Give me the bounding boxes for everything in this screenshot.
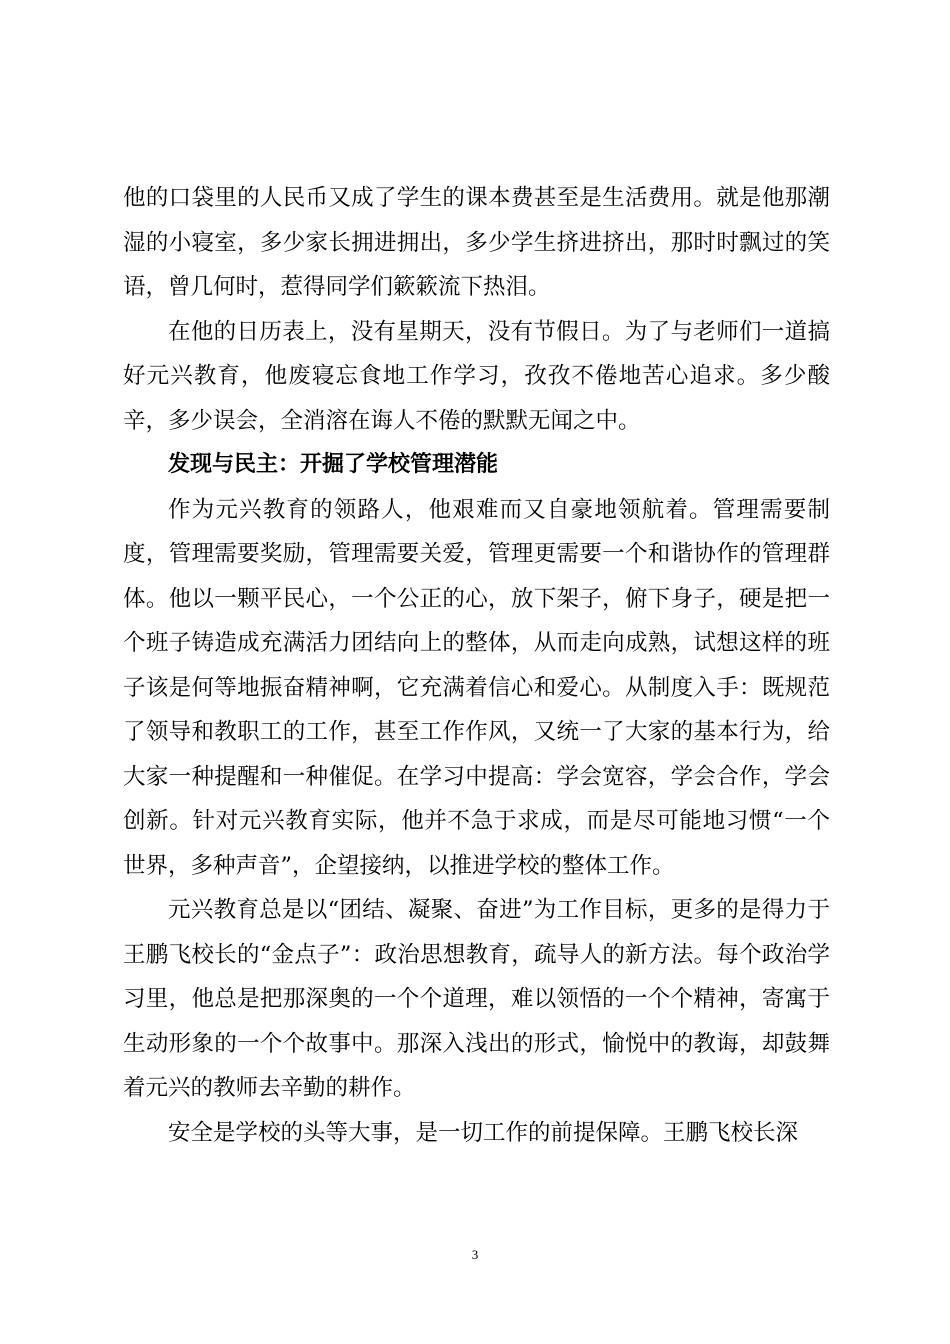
section-heading: 发现与民主：开掘了学校管理潜能 (168, 452, 499, 477)
body-text (123, 176, 830, 1155)
paragraph-goals: 元兴教育总是以“团结、凝聚、奋进”为工作目标，更多的是得力于王鹏飞校长的“金点子”：政治思想教育，疏导人的新方法。每个政治学习里，他总是把那深奥的一个个道理，难以领悟的一个个精神，寄寓于生动形象的一个个故事中。那深入浅出的形式，愉悦中的教诲，却鼓舞着元兴的教师去辛勤的耕作。 (123, 897, 830, 1101)
page-number: 3 (471, 1247, 479, 1262)
paragraph-calendar: 在他的日历表上，没有星期天，没有节假日。为了与老师们一道搞好元兴教育，他废寝忘食地工作学习，孜孜不倦地苦心追求。多少酸辛，多少误会，全消溶在诲人不倦的默默无闻之中。 (123, 318, 830, 434)
paragraph-safety: 安全是学校的头等大事，是一切工作的前提保障。王鹏飞校长深 (168, 1119, 799, 1146)
paragraph-continued: 他的口袋里的人民币又成了学生的课本费甚至是生活费用。就是他那潮湿的小寝室，多少家长拥进拥出，多少学生挤进挤出，那时时飘过的笑语，曾几何时，惹得同学们簌簌流下热泪。 (123, 185, 830, 300)
paragraph-management: 作为元兴教育的领路人，他艰难而又自豪地领航着。管理需要制度，管理需要奖励，管理需要关爱，管理更需要一个和谐协作的管理群体。他以一颗平民心，一个公正的心，放下架子，俯下身子，硬是把一个班子铸造成充满活力团结向上的整体，从而走向成熟，试想这样的班子该是何等地振奋精神啊，它充满着信心和爱心。从制度入手：既规范了领导和教职工的工作，甚至工作作风，又统一了大家的基本行为，给大家一种提醒和一种催促。在学习中提高：学会宽容，学会合作，学会创新。针对元兴教育实际，他并不急于求成，而是尽可能地习惯“一个世界，多种声音”，企望接纳，以推进学校的整体工作。 (123, 496, 830, 879)
